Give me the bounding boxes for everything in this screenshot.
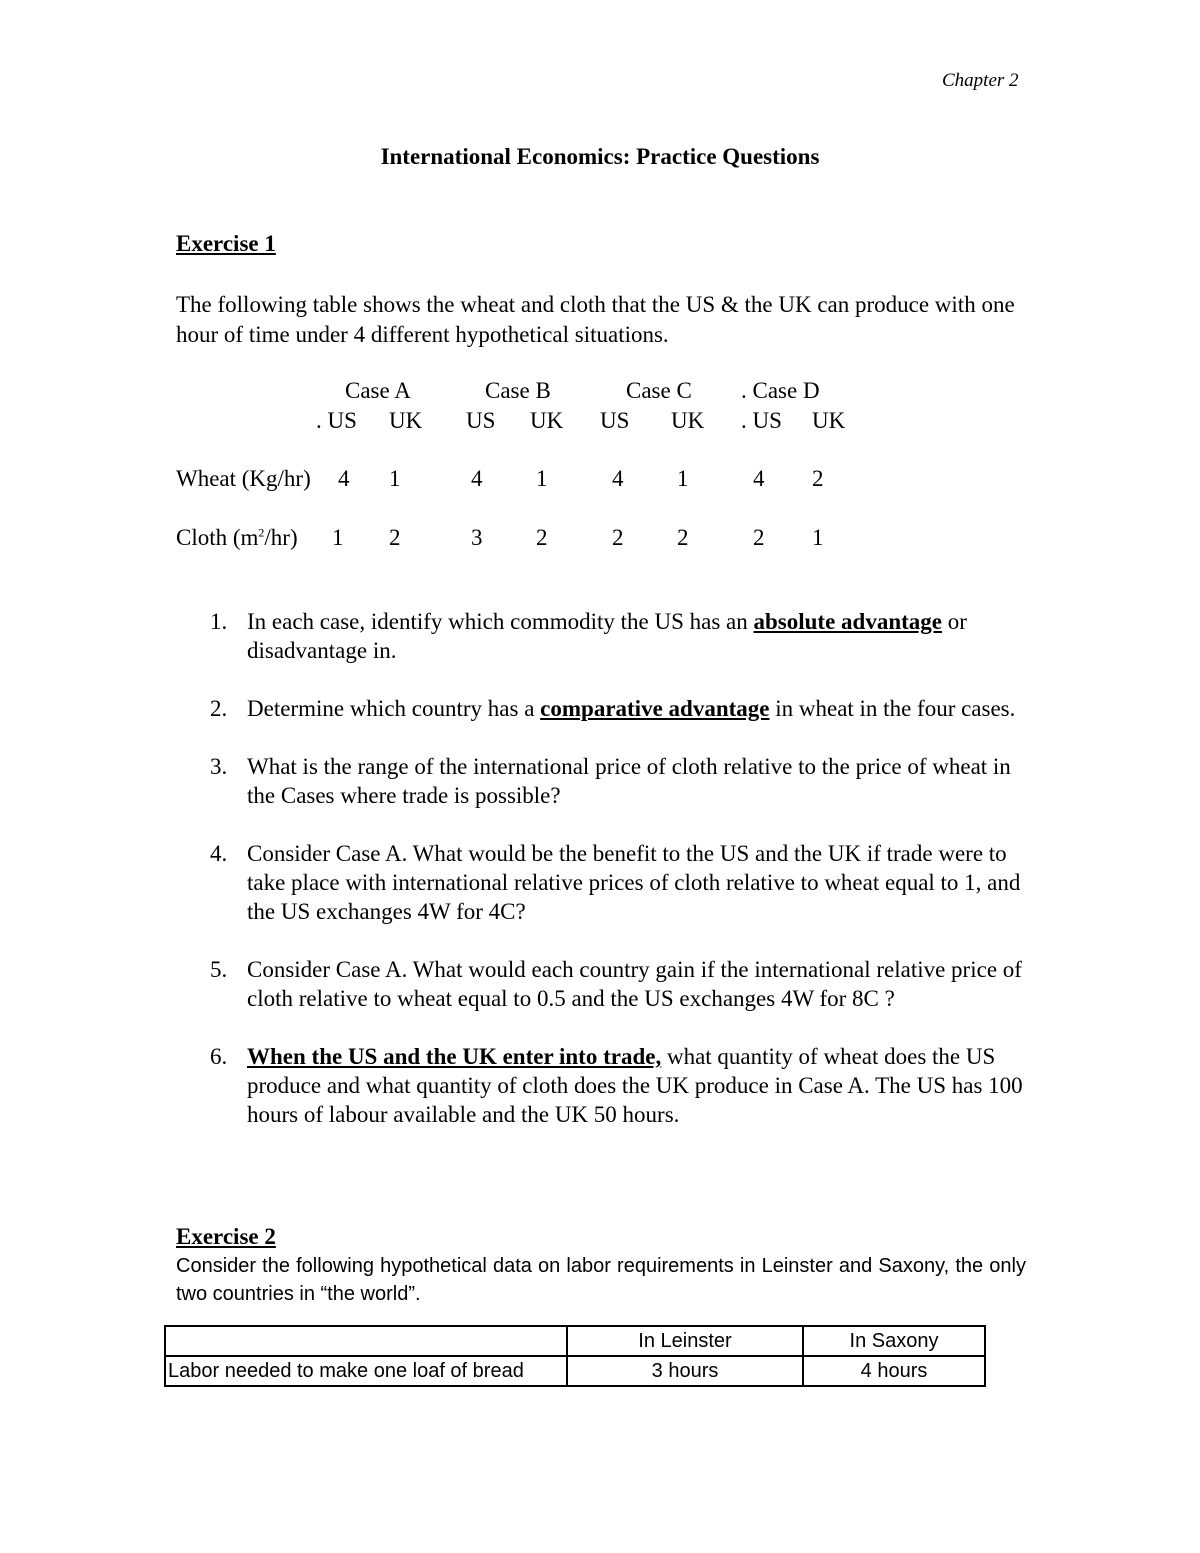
exercise-2-intro: Consider the following hypothetical data on labor requirements in Leinster and Saxony, the only two countries in “the world”. xyxy=(176,1255,1026,1305)
case-header: . Case D xyxy=(741,378,820,403)
table-cell: 3 hours xyxy=(567,1356,803,1386)
question-item: 6. When the US and the UK enter into trade, what quantity of wheat does the US produce and what quantity of cloth does the UK produce in Case A. The US has 100 hours of labour available and the UK 50 hours. xyxy=(210,1044,1023,1127)
table-cell: 1 xyxy=(389,466,401,491)
table-cell: 4 xyxy=(753,466,765,491)
table-cell: 2 xyxy=(812,466,824,491)
exercise-1-heading: Exercise 1 xyxy=(176,231,276,256)
case-header: Case A xyxy=(345,378,411,403)
question-item: 1. In each case, identify which commodity the US has an absolute advantage or disadvantage in. xyxy=(210,609,967,663)
table-cell: Labor needed to make one loaf of bread xyxy=(165,1356,567,1386)
table-cell: 2 xyxy=(389,525,401,550)
case-header: Case C xyxy=(626,378,692,403)
page-title: International Economics: Practice Questions xyxy=(380,144,820,169)
table-cell: 4 hours xyxy=(803,1356,985,1386)
question-item: 5. Consider Case A. What would each country gain if the international relative price of cloth relative to wheat equal to 0.5 and the US exchanges 4W for 8C ? xyxy=(210,957,1022,1011)
table-row xyxy=(165,1356,985,1386)
question-item: 4. Consider Case A. What would be the benefit to the US and the UK if trade were to take place with international relative prices of cloth relative to wheat equal to 1, and the US exchanges 4W for 4C? xyxy=(210,841,1021,924)
table-cell: 1 xyxy=(812,525,824,550)
question-item: 2. Determine which country has a comparative advantage in wheat in the four cases. xyxy=(210,696,1016,721)
table-header-cell xyxy=(165,1326,567,1356)
table-cell: 4 xyxy=(471,466,483,491)
exercise-1-intro: The following table shows the wheat and cloth that the US & the UK can produce with one hour of time under 4 different hypothetical situations. xyxy=(176,292,1015,347)
country-header: UK xyxy=(389,408,423,433)
country-header: UK xyxy=(812,408,846,433)
question-item: 3. What is the range of the international price of cloth relative to the price of wheat in the Cases where trade is possible? xyxy=(210,754,1011,808)
country-header: US xyxy=(600,408,630,433)
table-cell: 2 xyxy=(753,525,765,550)
country-header: UK xyxy=(671,408,705,433)
table-cell: 1 xyxy=(332,525,344,550)
table-cell: 2 xyxy=(677,525,689,550)
exercise-2-heading: Exercise 2 xyxy=(176,1224,276,1249)
country-header: US xyxy=(466,408,496,433)
row-label-cloth: Cloth $(m^2/hr)$ xyxy=(176,525,298,550)
row-label-wheat: Wheat (Kg/hr) xyxy=(176,466,311,491)
table-cell: 2 xyxy=(612,525,624,550)
table-cell: 1 xyxy=(536,466,548,491)
table-cell: 4 xyxy=(338,466,350,491)
table-cell: 1 xyxy=(677,466,689,491)
country-header: . US xyxy=(316,408,357,433)
table-header-cell: In Leinster xyxy=(567,1326,803,1356)
chapter-label: Chapter 2 xyxy=(942,70,1019,91)
table-header-cell: In Saxony xyxy=(803,1326,985,1356)
table-row xyxy=(165,1326,985,1356)
labor-table xyxy=(164,1325,986,1387)
table-cell: 3 xyxy=(471,525,483,550)
country-header: . US xyxy=(741,408,782,433)
case-header: Case B xyxy=(485,378,551,403)
table-cell: 4 xyxy=(612,466,624,491)
question-list xyxy=(176,607,1036,1158)
country-header: UK xyxy=(530,408,564,433)
table-cell: 2 xyxy=(536,525,548,550)
